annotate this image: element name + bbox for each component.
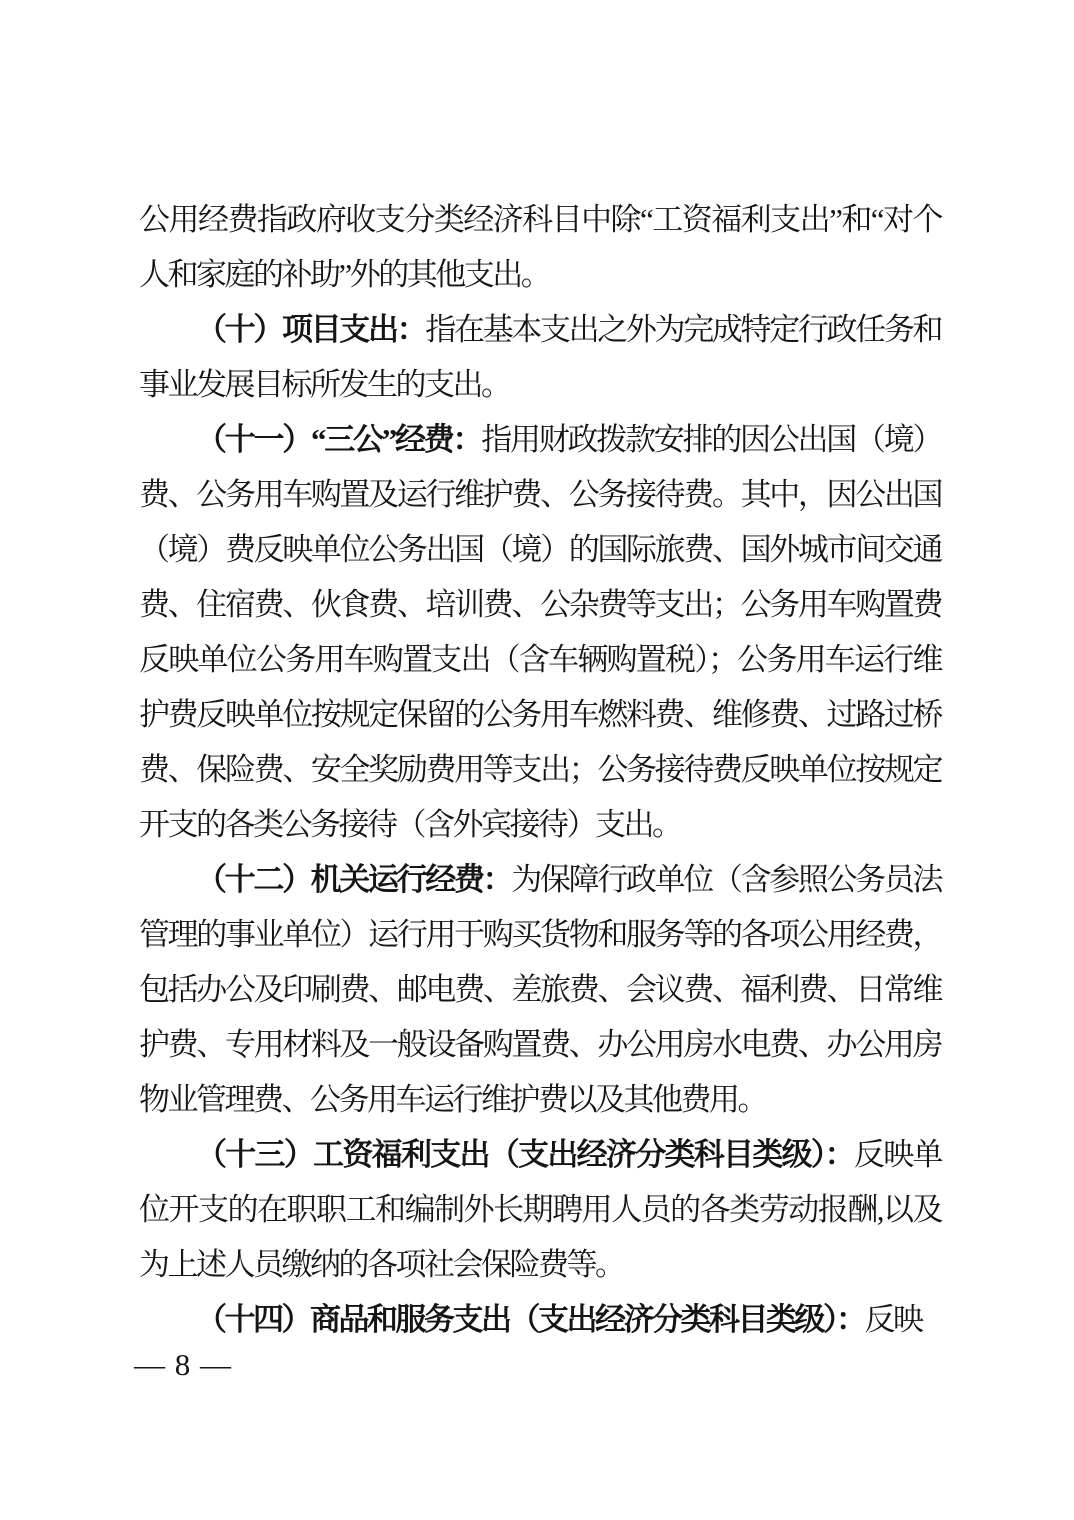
page-number: — 8 —: [134, 1347, 232, 1382]
paragraph-body: 反映单位开支的在职职工和编制外长期聘用人员的各类劳动报酬,以及为上述人员缴纳的各项社会保险费等。: [139, 1137, 941, 1282]
document-content: [139, 192, 941, 1347]
paragraph-heading: （十四）商品和服务支出（支出经济分类科目类级）：: [196, 1302, 865, 1337]
paragraph-body: 为保障行政单位（含参照公务员法管理的事业单位）运行用于购买货物和服务等的各项公用经费，包括办公及印刷费、邮电费、差旅费、会议费、福利费、日常维护费、专用材料及一般设备购置费、办公用房水电费、办公用房物业管理费、公务用车运行维护费以及其他费用。: [139, 862, 942, 1117]
paragraph: [139, 192, 941, 302]
paragraph: [139, 412, 941, 852]
paragraph: [139, 852, 941, 1127]
paragraph-heading: （十一）“三公”经费：: [196, 422, 482, 457]
paragraph-body: 指在基本支出之外为完成特定行政任务和事业发展目标所发生的支出。: [139, 312, 941, 402]
paragraph-heading: （十三）工资福利支出（支出经济分类科目类级）：: [196, 1137, 854, 1172]
paragraph: [139, 1127, 941, 1292]
paragraph-heading: （十）项目支出：: [196, 312, 426, 347]
paragraph: [139, 1292, 941, 1347]
paragraph-body: 指用财政拨款安排的因公出国（境）费、公务用车购置及运行维护费、公务接待费。其中，因公出国（境）费反映单位公务出国（境）的国际旅费、国外城市间交通费、住宿费、伙食费、培训费、公杂费等支出；公务用车购置费反映单位公务用车购置支出（含车辆购置税）；公务用车运行维护费反映单位按规定保留的公务用车燃料费、维修费、过路过桥费、保险费、安全奖励费用等支出；公务接待费反映单位按规定开支的各类公务接待（含外宾接待）支出。: [139, 422, 941, 842]
paragraph-body: 反映: [864, 1302, 922, 1337]
paragraph-body: 公用经费指政府收支分类经济科目中除“工资福利支出”和“对个人和家庭的补助”外的其他支出。: [139, 202, 941, 292]
paragraph: [139, 302, 941, 412]
paragraph-heading: （十二）机关运行经费：: [196, 862, 512, 897]
